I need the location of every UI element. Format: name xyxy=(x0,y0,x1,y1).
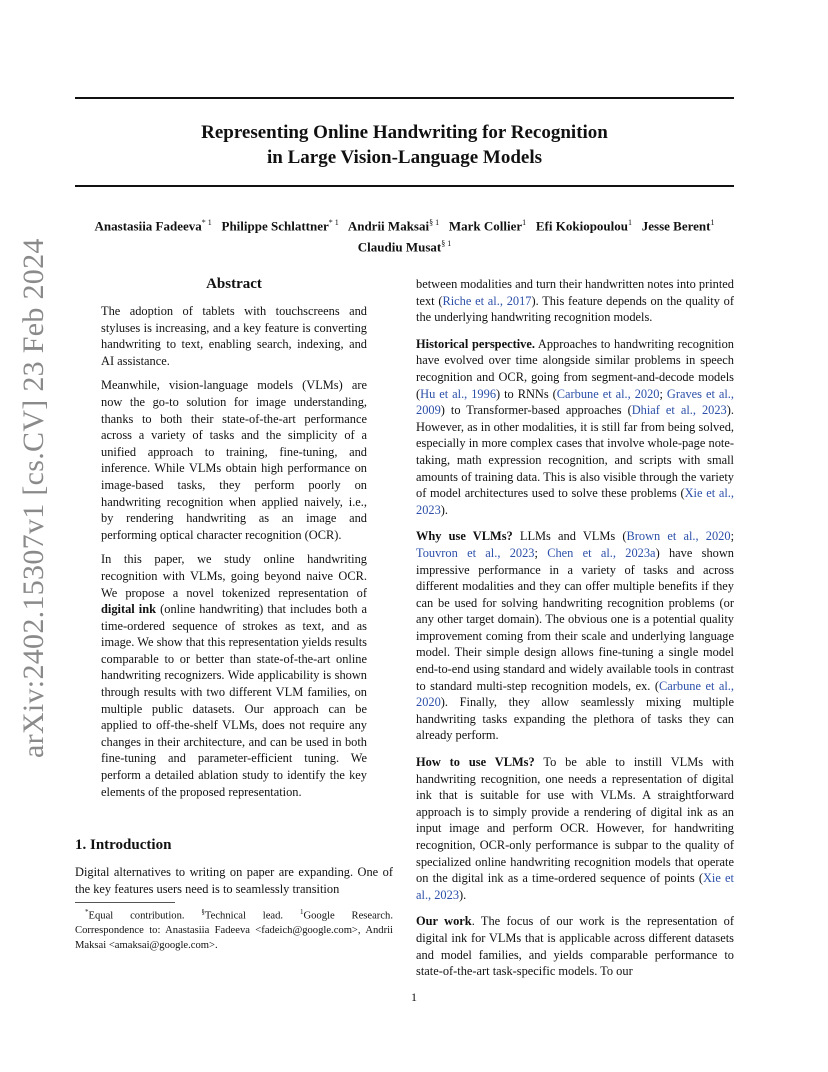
text-span: ) to Transformer-based approaches ( xyxy=(440,403,632,418)
citation-link[interactable]: Carbune et al., 2020 xyxy=(556,386,660,401)
author-affiliation: § 1 xyxy=(441,239,452,249)
text-span: ). However, as in other modalities, it is still far from being solved, especially in more complex cases that involve whole-page note-taking, math expression recognition, and scripts with small amounts of training data. This is also visible through the variety of model architectures used to solve these problems ( xyxy=(416,403,734,501)
how-to-use-vlms-paragraph xyxy=(416,754,734,903)
paper-title xyxy=(75,120,734,170)
our-work-paragraph xyxy=(416,913,734,979)
author-affiliation: 1 xyxy=(522,218,527,227)
text-span: between modalities and turn their handwritten notes into printed text ( xyxy=(416,277,734,308)
text-span: ). xyxy=(459,887,467,902)
abstract-heading: Abstract xyxy=(206,276,262,292)
intro-paragraph: Digital alternatives to writing on paper are expanding. One of the key features users need is to seamlessly transition xyxy=(75,865,393,896)
citation-link[interactable]: Carbune et al., 2020 xyxy=(416,678,734,710)
text-span: ). This feature depends on the quality of the underlying handwriting recognition models. xyxy=(416,293,735,325)
author-affiliation: * 1 xyxy=(328,218,339,227)
historical-perspective-paragraph xyxy=(416,336,734,519)
author-name: Anastasiia Fadeeva xyxy=(94,218,202,234)
author-affiliation: 1 xyxy=(710,218,715,227)
text-span: To be able to instill VLMs with handwriting recognition, one needs a representation of digital ink that is suitable for use with VLMs. A straightforward approach is to simply provide a rendering of digital ink as an input image and perform OCR. However, for handwriting recognition, OCR-only performance is subpar to the quality of specialized online handwriting recognition models that operate on the digital ink as a time-ordered sequence of points ( xyxy=(416,755,734,886)
title-line-1: Representing Online Handwriting for Recognition xyxy=(201,122,608,143)
footnote-marker: § xyxy=(201,908,205,916)
author-affiliation: § 1 xyxy=(429,218,440,227)
text-span: . The focus of our work is the representation of digital ink for VLMs that is applicable across different datasets and model families, and yields comparable performance to state-of-the-art task-specific models. To our xyxy=(416,914,734,979)
footnote xyxy=(75,905,393,953)
author-name: Claudiu Musat xyxy=(357,239,442,255)
citation-link[interactable]: Graves et al., 2009 xyxy=(416,386,734,418)
footnote-text: Equal contribution. xyxy=(88,910,202,922)
abstract-paragraph xyxy=(101,551,367,800)
footnote-divider xyxy=(75,902,175,903)
text-span: ). Finally, they allow seamlessly mixing multiple handwriting tasks expanding the plethora of tasks they can already perform. xyxy=(416,695,734,743)
why-use-vlms-paragraph xyxy=(416,528,734,744)
bold-term: digital ink xyxy=(101,602,157,617)
footnote-marker: * xyxy=(85,908,89,916)
text-span: ) have shown impressive performance in a variety of tasks and across different modalities and they can offer multiple benefits if they can be used for solving handwriting recognition problems (or any other target domain). The obvious one is a potential quality improvement coming from their scale and underlying language model. Their simple design allows fine-tuning a single model end-to-end using standard and widely available tools in contrast to standard multi-step recognition models, ex. ( xyxy=(416,545,734,693)
text-span: ; xyxy=(730,529,735,544)
top-rule xyxy=(75,97,734,99)
citation-link[interactable]: Brown et al., 2020 xyxy=(626,529,731,544)
abstract-paragraph: The adoption of tablets with touchscreens and styluses is increasing, and a key feature is converting handwriting to text, enabling search, indexing, and AI assistance. xyxy=(101,304,367,368)
citation-link[interactable]: Touvron et al., 2023 xyxy=(416,545,535,560)
citation-link[interactable]: Xie et al., 2023 xyxy=(416,486,734,517)
citation-link[interactable]: Riche et al., 2017 xyxy=(442,293,532,308)
text-span: ; xyxy=(659,386,667,401)
right-column xyxy=(416,276,734,990)
citation-link[interactable]: Dhiaf et al., 2023 xyxy=(631,403,727,418)
author-list xyxy=(60,214,749,257)
author-name: Philippe Schlattner xyxy=(221,218,329,234)
title-bottom-rule xyxy=(75,185,734,187)
citation-link[interactable]: Xie et al., 2023 xyxy=(416,871,734,902)
left-column xyxy=(75,275,393,907)
paragraph-title: Why use VLMs? xyxy=(416,529,513,544)
text-span: LLMs and VLMs ( xyxy=(512,529,627,544)
page-number: 1 xyxy=(411,990,417,1004)
title-line-2: in Large Vision-Language Models xyxy=(267,147,542,168)
text-span: ) to RNNs ( xyxy=(496,386,557,401)
author-name: Andrii Maksai xyxy=(347,218,430,234)
footnote-text: Technical lead. xyxy=(204,910,300,922)
text-span: ). xyxy=(440,502,449,517)
author-affiliation: * 1 xyxy=(201,218,212,227)
arxiv-identifier: arXiv:2402.15307v1 [cs.CV] 23 Feb 2024 xyxy=(17,238,50,758)
text-span: ; xyxy=(534,545,548,560)
text-span: (online handwriting) that includes both a time-ordered sequence of strokes as text, and as image. We show that this representation yields results comparable to or better than state-of-the-art online handwriting recognizers. Wide applicability is shown through results with two different VLM families, on multiple public datasets. Our approach can be applied to off-the-shelf VLMs, does not require any changes in their architecture, and can be used in both fine-tuning and parameter-efficient tuning. We perform a detailed ablation study to identify the key elements of the proposed representation. xyxy=(101,602,367,799)
intro-paragraph-continued xyxy=(416,276,734,326)
paragraph-title: Historical perspective. xyxy=(416,336,535,351)
text-span: Approaches to handwriting recognition have evolved over time alongside similar problems in speech recognition and OCR, going from segment-and-decode models ( xyxy=(416,336,735,401)
author-affiliation: 1 xyxy=(628,218,633,227)
section-heading-introduction: 1. Introduction xyxy=(75,837,172,854)
abstract-paragraph: Meanwhile, vision-language models (VLMs) are now the go-to solution for image understanding, thanks to both their state-of-the-art performance across a variety of tasks and the simplicity of a unified approach to training, fine-tuning, and inference. While VLMs obtain high performance on image-based tasks, they perform poorly on handwriting recognition when applied naively, i.e., by rendering handwriting as an image and performing optical character recognition (OCR). xyxy=(101,378,367,542)
text-span: In this paper, we study online handwriting recognition with VLMs, going beyond naive OCR. We propose a novel tokenized representation of xyxy=(101,552,367,600)
footnote-text: Google Research. Correspondence to: Anastasiia Fadeeva <fadeich@google.com>, Andrii Maksai <amaksai@google.com>. xyxy=(75,910,393,951)
footnote-marker: 1 xyxy=(299,908,304,916)
author-name: Jesse Berent xyxy=(641,218,711,234)
citation-link[interactable]: Hu et al., 1996 xyxy=(420,386,497,401)
author-name: Efi Kokiopoulou xyxy=(535,218,629,234)
paragraph-title: How to use VLMs? xyxy=(416,755,535,770)
citation-link[interactable]: Chen et al., 2023a xyxy=(547,545,656,560)
author-name: Mark Collier xyxy=(448,218,523,234)
paragraph-title: Our work xyxy=(416,914,472,929)
